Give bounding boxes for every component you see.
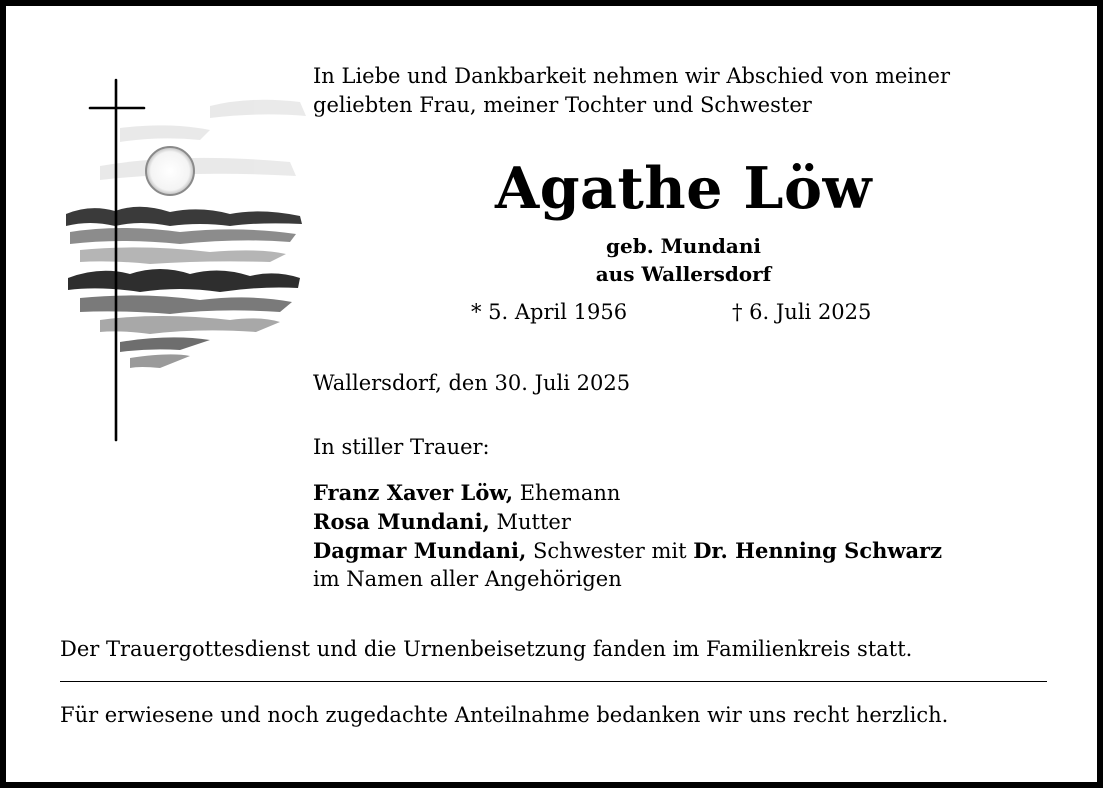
divider bbox=[60, 681, 1047, 682]
mourner-relation: Schwester mit bbox=[526, 539, 694, 563]
thanks-notice: Für erwiesene und noch zugedachte Anteilnahme bedanken wir uns recht herzlich. bbox=[60, 703, 949, 727]
intro-line-1: In Liebe und Dankbarkeit nehmen wir Abschied von meiner bbox=[313, 64, 951, 88]
wave-band-upper bbox=[66, 207, 302, 264]
mourner-name: Rosa Mundani, bbox=[313, 509, 490, 534]
mourning-closing: im Namen aller Angehörigen bbox=[313, 567, 622, 591]
mourner-relation: Ehemann bbox=[513, 481, 621, 505]
intro-text bbox=[313, 62, 950, 120]
mourner-row bbox=[313, 536, 942, 566]
origin: aus Wallersdorf bbox=[595, 262, 772, 286]
mourner-name: Dagmar Mundani, bbox=[313, 538, 527, 563]
mourner-relation: Mutter bbox=[489, 510, 571, 534]
mourning-label: In stiller Trauer: bbox=[313, 435, 490, 459]
sun-icon bbox=[146, 147, 194, 195]
maiden-name: geb. Mundani bbox=[606, 234, 761, 258]
mourner-row bbox=[313, 478, 620, 508]
place-and-date: Wallersdorf, den 30. Juli 2025 bbox=[313, 371, 631, 395]
cross-with-setting-sun-icon bbox=[60, 66, 310, 451]
deceased-name: Agathe Löw bbox=[494, 155, 873, 222]
sky-wash bbox=[100, 100, 306, 180]
mourner-name: Franz Xaver Löw, bbox=[313, 480, 514, 505]
intro-line-2: geliebten Frau, meiner Tochter und Schwester bbox=[313, 93, 812, 117]
wave-band-lower bbox=[68, 269, 300, 368]
birth-date: * 5. April 1956 bbox=[471, 300, 628, 324]
mourner-partner: Dr. Henning Schwarz bbox=[693, 538, 943, 563]
service-notice: Der Trauergottesdienst und die Urnenbeisetzung fanden im Familienkreis statt. bbox=[60, 637, 913, 661]
death-date: † 6. Juli 2025 bbox=[732, 300, 872, 324]
mourner-row bbox=[313, 507, 571, 537]
